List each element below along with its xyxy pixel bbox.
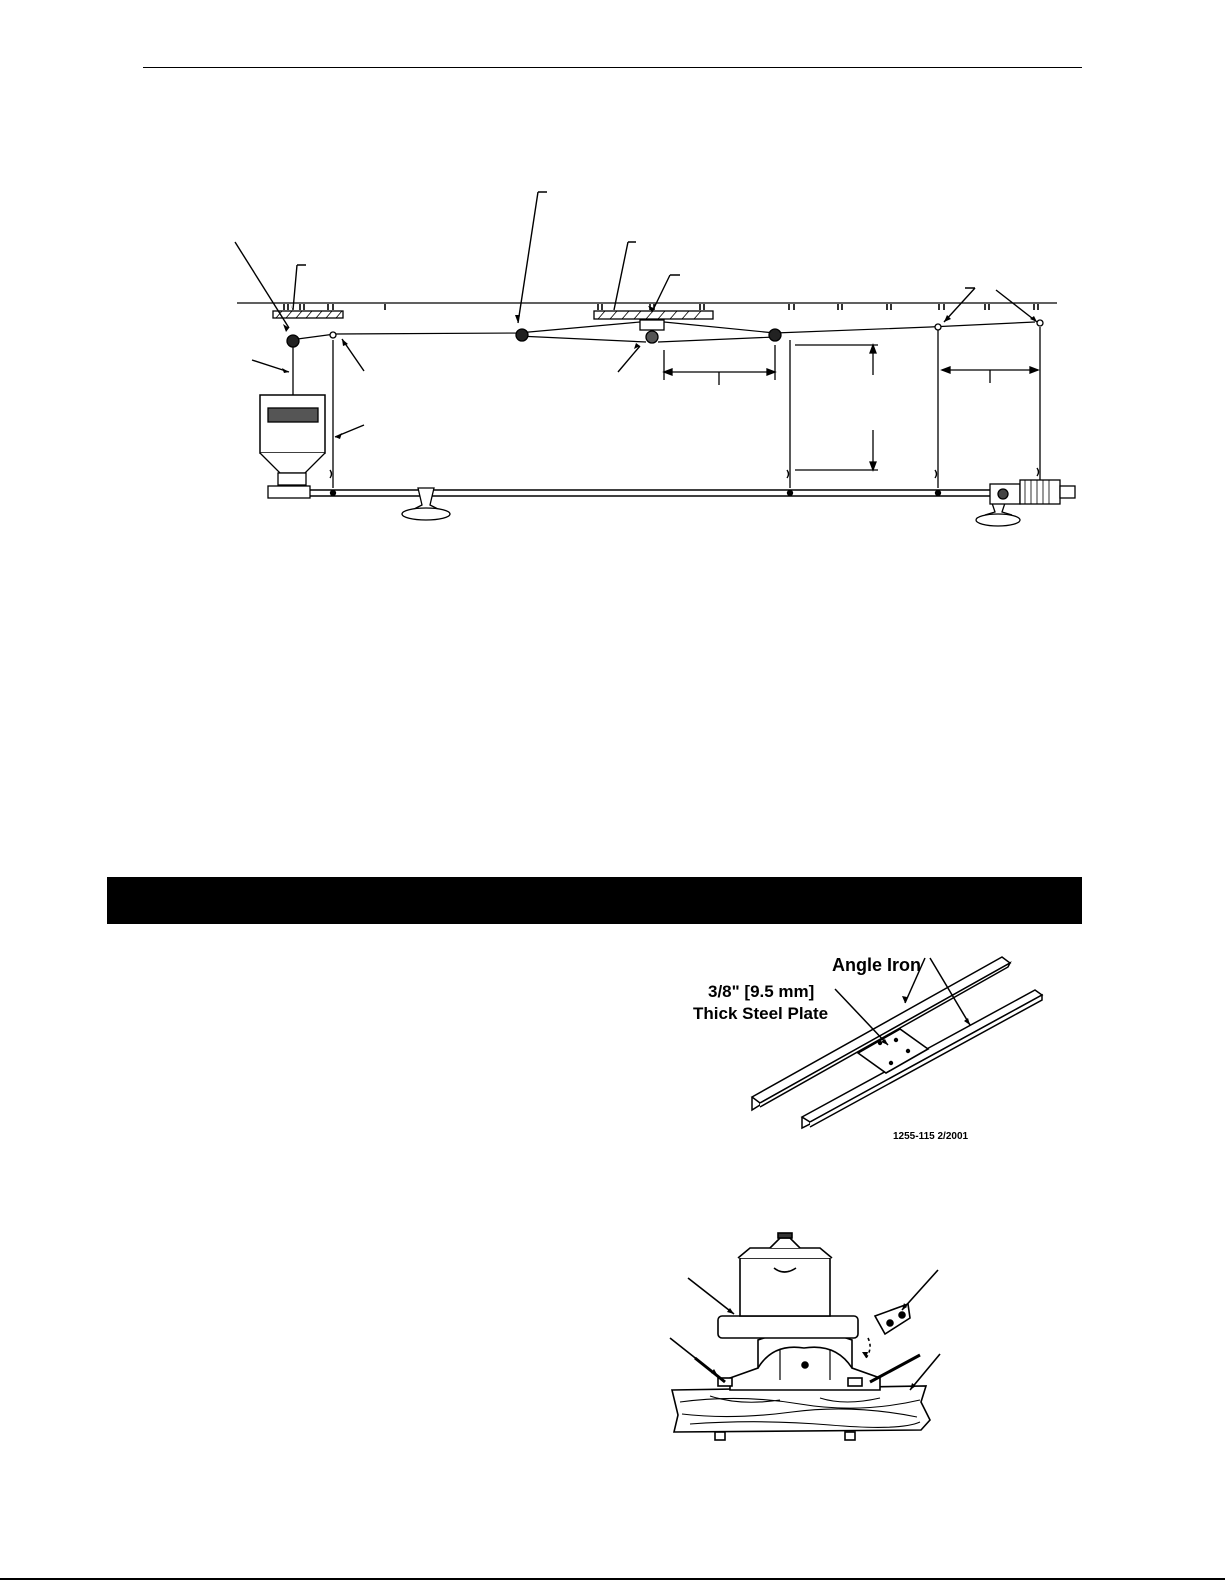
winch-drum bbox=[646, 331, 658, 343]
feeder-pan-left bbox=[402, 488, 450, 520]
feed-hopper bbox=[260, 395, 325, 498]
mounting-clip bbox=[875, 1304, 910, 1334]
angle-iron-label: Angle Iron bbox=[832, 955, 921, 975]
pulley-left bbox=[287, 335, 299, 347]
plate-label-line2: Thick Steel Plate bbox=[693, 1004, 829, 1023]
ceiling-brackets bbox=[284, 304, 1038, 310]
drive-motor bbox=[990, 480, 1075, 504]
wood-board bbox=[672, 1386, 930, 1432]
winch-drum bbox=[740, 1258, 830, 1316]
left-mount-board bbox=[273, 311, 343, 318]
feeder-system-diagram bbox=[0, 0, 1225, 560]
section-heading-bar bbox=[107, 877, 1082, 924]
winch-body bbox=[640, 320, 664, 330]
pulley-center-right bbox=[769, 329, 781, 341]
plate-label-line1: 3/8" [9.5 mm] bbox=[708, 982, 815, 1001]
figure-code: 1255-115 2/2001 bbox=[893, 1131, 969, 1142]
footer-rule bbox=[0, 1578, 1225, 1580]
winch-mount-figure bbox=[670, 1230, 950, 1450]
winch-drum-flange bbox=[718, 1316, 858, 1338]
pulley-center-left bbox=[516, 329, 528, 341]
angle-iron-figure bbox=[690, 945, 1020, 1160]
